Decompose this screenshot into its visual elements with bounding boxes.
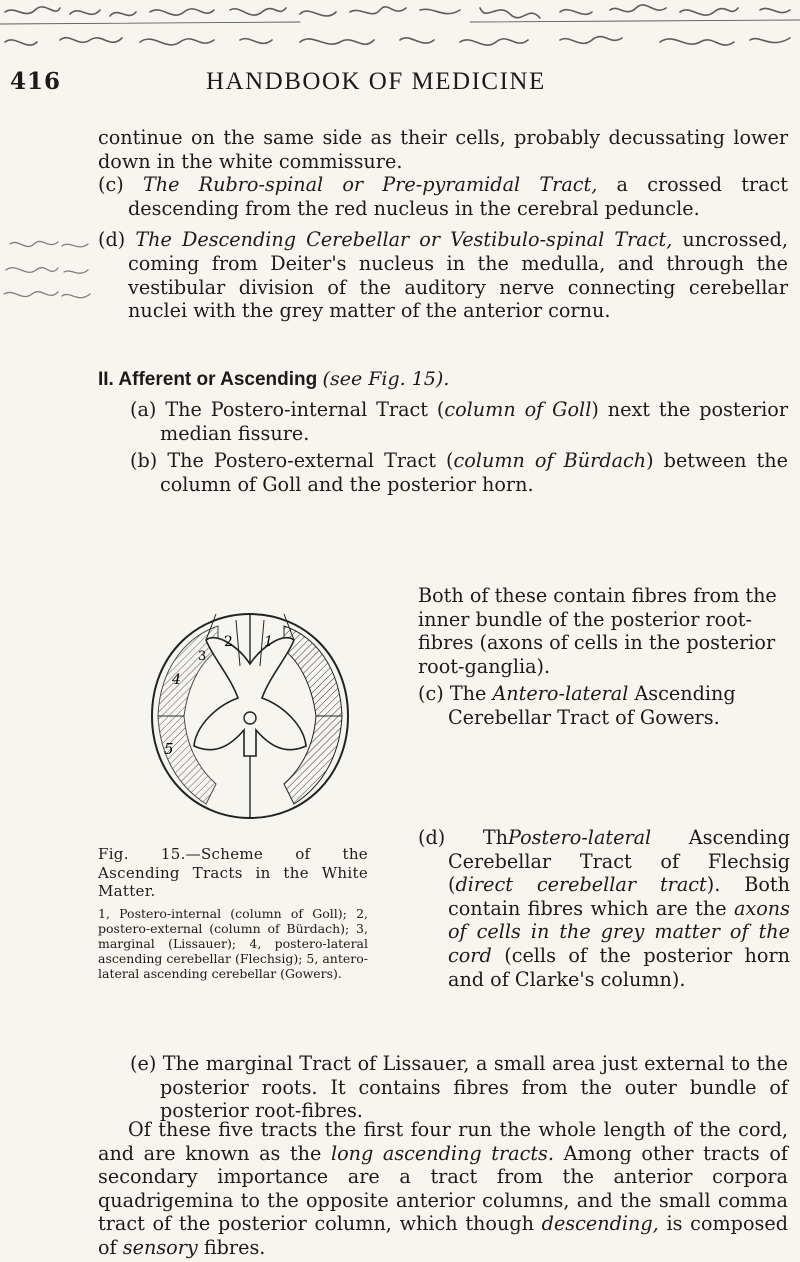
page-header bbox=[10, 68, 790, 104]
figure-label-5: 5 bbox=[164, 740, 174, 758]
margin-handwriting bbox=[0, 230, 96, 330]
paragraph-d-descending: (d) The Descending Cerebellar or Vestibulo-spinal Tract, uncrossed, coming from Deiter's nucleus in the medulla, and through the vestibular division of the auditory nerve connecting cerebellar nuclei with the grey matter of the anterior cornu. bbox=[98, 228, 789, 323]
item-b-continuation: Both of these contain fibres from the inner bundle of the posterior root-fibres (axons of cells in the posterior root-ganglia). bbox=[418, 584, 777, 678]
item-c: (c) The Antero-lateral Ascending Cerebellar Tract of Gowers. bbox=[418, 682, 736, 729]
item-b: (b) The Postero-external Tract (column of Bürdach) between the column of Goll and the posterior horn. bbox=[130, 449, 788, 496]
caption-body: 1, Postero-internal (column of Goll); 2, postero-external (column of Bürdach); 3, marginal (Lissauer); 4, postero-lateral ascending cerebellar (Flechsig); 5, antero-lateral ascending cerebellar (Gowers). bbox=[98, 905, 368, 982]
item-e: (e) The marginal Tract of Lissauer, a small area just external to the posterior roots. It contains fibres from the outer bundle of posterior root-fibres. bbox=[130, 1052, 788, 1123]
caption-title: Fig. 15.—Scheme of the Ascending Tracts in the White Matter. bbox=[98, 845, 368, 900]
closing-paragraph: Of these five tracts the first four run the whole length of the cord, and are known as the long ascending tracts. Among other tracts of secondary importance are a tract from the anterior corpora quadrigemina to the opposite anterior columns, and the small comma tract of the posterior column, which though descending, is composed of sensory fibres. bbox=[98, 1118, 789, 1259]
spinal-cord-cross-section-figure bbox=[144, 606, 356, 826]
page-number: 416 bbox=[10, 68, 62, 95]
figure-label-3: 3 bbox=[198, 649, 207, 664]
figure-label-4: 4 bbox=[172, 672, 181, 688]
item-a: (a) The Postero-internal Tract (column of Goll) next the posterior median fissure. bbox=[130, 398, 788, 445]
paragraph-continuation: continue on the same side as their cells, probably decussating lower down in the white commissure. bbox=[98, 126, 788, 173]
running-title: HANDBOOK OF MEDICINE bbox=[206, 68, 546, 95]
section-heading: II. Afferent or Ascending (see Fig. 15). bbox=[98, 368, 450, 390]
item-e-block bbox=[130, 1052, 788, 1123]
figure-caption bbox=[98, 846, 368, 982]
figure-label-1: 1 bbox=[264, 634, 273, 650]
paragraph-c-descending: (c) The Rubro-spinal or Pre-pyramidal Tract, a crossed tract descending from the red nucleus in the cerebral peduncle. bbox=[98, 173, 788, 220]
top-paragraphs bbox=[98, 126, 788, 323]
item-d: (d) ThPostero-lateral Ascending Cerebellar Tract of Flechsig (direct cerebellar tract). Both contain fibres which are the axons of cells in the grey matter of the cord (cells of the posterior horn and of Clarke's column). bbox=[418, 826, 790, 991]
item-d-right bbox=[418, 826, 790, 991]
right-column-text bbox=[418, 584, 790, 730]
figure-label-2: 2 bbox=[224, 634, 233, 650]
items-full-width bbox=[130, 398, 788, 496]
